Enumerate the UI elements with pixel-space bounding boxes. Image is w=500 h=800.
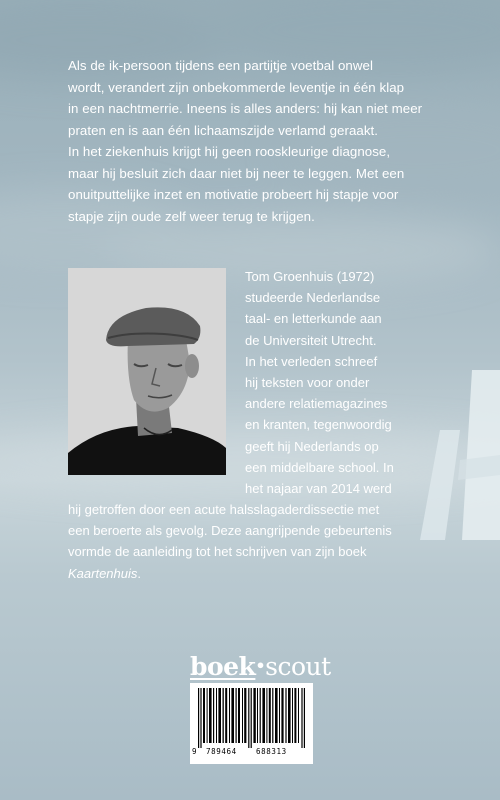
author-bio-full — [68, 499, 448, 584]
isbn-barcode — [190, 683, 313, 764]
blurb-line: in een nachtmerrie. Ineens is alles anders: hij kan niet meer — [68, 101, 423, 116]
bio-line: Tom Groenhuis (1972) — [245, 269, 375, 284]
bio-line: het najaar van 2014 werd — [245, 481, 392, 497]
bio-line: studeerde Nederlandse — [245, 290, 381, 306]
barcode-lead-digit: 9 — [192, 747, 197, 756]
blurb-line: praten en is aan één lichaamszijde verlamd geraakt. — [68, 122, 379, 138]
book-title-suffix: . — [137, 565, 142, 581]
bio-line: taal- en letterkunde aan — [245, 311, 382, 327]
barcode-right-digits: 688313 — [256, 747, 287, 756]
bio-line: hij getroffen door een acute halsslagaderdissectie met — [68, 502, 380, 517]
bio-line: hij teksten voor onder — [245, 375, 370, 391]
bio-line: andere relatiemagazines — [245, 396, 388, 412]
publisher-name-part1: boek — [190, 652, 256, 681]
bio-line: en kranten, tegenwoordig — [245, 417, 392, 433]
publisher-logo — [190, 651, 331, 681]
bio-line-title — [68, 563, 448, 584]
author-photo — [68, 268, 226, 475]
blurb-text — [68, 55, 443, 227]
publisher-name-part2: scout — [265, 652, 331, 681]
bio-line: een beroerte als gevolg. Deze aangrijpende gebeurtenis — [68, 523, 392, 539]
bio-line: vormde de aanleiding tot het schrijven van zijn boek — [68, 544, 367, 560]
blurb-line: wordt, verandert zijn onbekommerde leventje in één klap — [68, 79, 405, 95]
publisher-separator: • — [255, 656, 266, 675]
blurb-line: maar hij besluit zich daar niet bij neer te leggen. Met een — [68, 165, 405, 181]
blurb-line: onuitputtelijke inzet en motivatie probeert hij stapje voor — [68, 187, 399, 202]
bio-line: In het verleden schreef — [245, 353, 378, 369]
bio-line: de Universiteit Utrecht. — [245, 332, 377, 348]
author-bio-side — [245, 266, 440, 499]
blurb-line: In het ziekenhuis krijgt hij geen rooskleurige diagnose, — [68, 144, 391, 159]
bio-line: een middelbare school. In — [245, 459, 394, 475]
barcode-bars — [198, 688, 305, 748]
blurb-line: stapje zijn oude zelf weer terug te krijgen. — [68, 208, 315, 224]
book-title: Kaartenhuis — [68, 565, 138, 581]
barcode-left-digits: 789464 — [206, 747, 237, 756]
bio-line: geeft hij Nederlands op — [245, 438, 379, 454]
blurb-line: Als de ik-persoon tijdens een partijtje voetbal onwel — [68, 58, 373, 73]
